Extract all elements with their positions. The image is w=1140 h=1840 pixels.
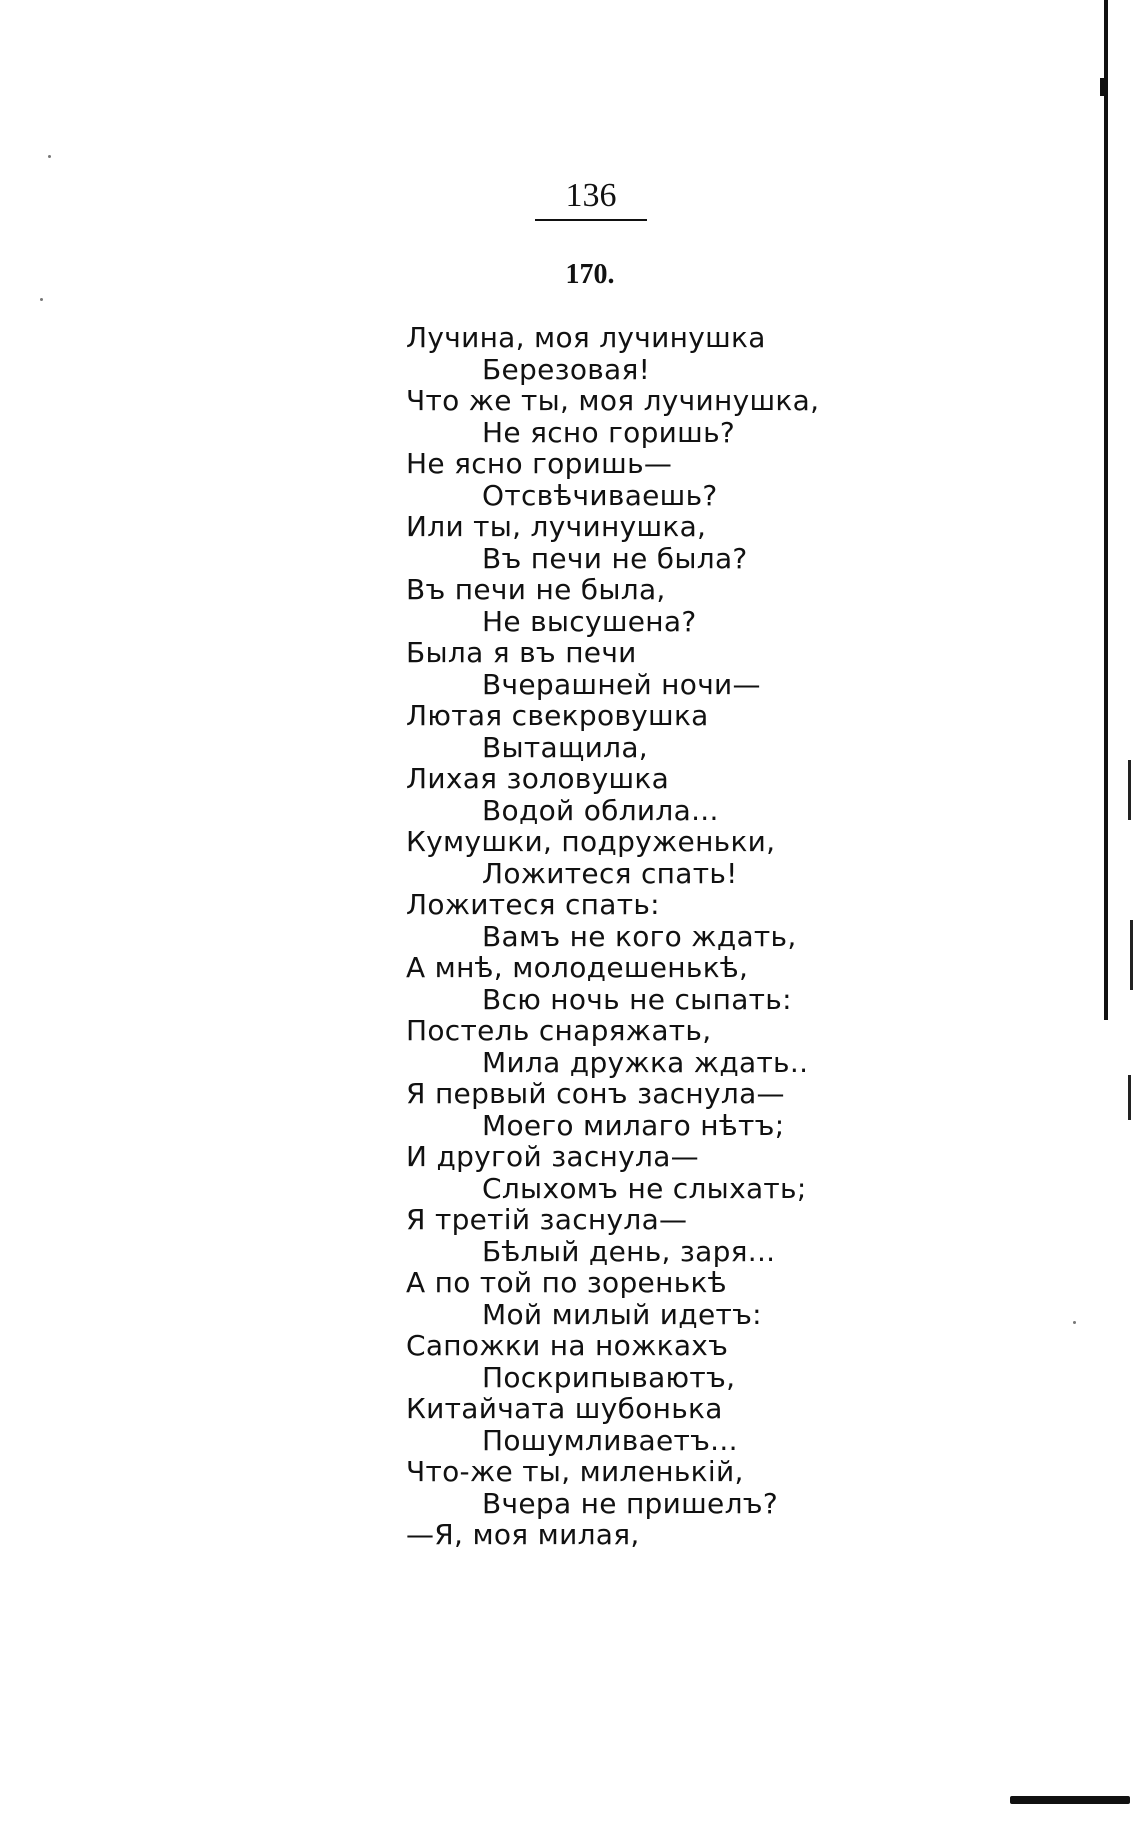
poem-line: Мой милый идетъ: (482, 1297, 762, 1331)
poem-text (406, 322, 1106, 1551)
poem-line: Не высушена? (482, 604, 697, 638)
poem-line: Вчера не пришелъ? (482, 1486, 779, 1520)
poem-line: —Я, моя милая, (406, 1518, 640, 1551)
poem-line: Ложитеся спать! (482, 856, 738, 890)
poem-line: Лихая золовушка (406, 762, 670, 795)
poem-line: Постель снаряжать, (406, 1014, 712, 1047)
poem-line: Ложитеся спать: (406, 888, 660, 921)
poem-line: Въ печи не была, (406, 573, 666, 606)
poem-line: Въ печи не была? (482, 541, 748, 575)
poem-line: Вамъ не кого ждать, (482, 919, 797, 953)
poem-line: Китайчата шубонька (406, 1392, 723, 1425)
poem-line: Водой облила... (482, 793, 719, 827)
poem-line: Что же ты, моя лучинушка, (406, 384, 820, 417)
page-number: 136 (565, 177, 617, 214)
scan-margin-tick (1130, 920, 1133, 990)
scan-speck (40, 298, 43, 301)
scan-margin-tick (1128, 1075, 1131, 1120)
poem-line: Не ясно горишь— (406, 447, 673, 480)
poem-line: Была я въ печи (406, 636, 637, 669)
poem-line: Я первый сонъ заснула— (406, 1077, 785, 1110)
poem-line: Или ты, лучинушка, (406, 510, 707, 543)
poem-line: Что-же ты, миленькій, (406, 1455, 744, 1488)
poem-line: Поскрипываютъ, (482, 1360, 736, 1394)
poem-line: Лютая свекровушка (406, 699, 709, 732)
poem-line: Вчерашней ночи— (482, 667, 761, 701)
poem-line: Лучина, моя лучинушка (406, 321, 766, 354)
poem-line: А мнѣ, молодешенькѣ, (406, 951, 749, 984)
poem-line: Отсвѣчиваешь? (482, 478, 718, 512)
poem-number: 170. (565, 259, 615, 290)
poem-line: Я третій заснула— (406, 1203, 688, 1236)
poem-line: Мила дружка ждать.. (482, 1045, 809, 1079)
poem-line: Пошумливаетъ... (482, 1423, 738, 1457)
scan-bottom-mark (1010, 1796, 1130, 1804)
poem-line: Всю ночь не сыпать: (482, 982, 792, 1016)
poem-line: Сапожки на ножкахъ (406, 1329, 729, 1362)
poem-line: Не ясно горишь? (482, 415, 736, 449)
poem-line: А по той по зоренькѣ (406, 1266, 727, 1299)
poem-line: Моего милаго нѣтъ; (482, 1108, 785, 1142)
page-number-rule (535, 219, 647, 221)
scan-margin-tick (1128, 760, 1131, 820)
poem-line: Бѣлый день, заря... (482, 1234, 776, 1268)
poem-line: Кумушки, подруженьки, (406, 825, 776, 858)
poem-line: Вытащила, (482, 730, 649, 764)
poem-line: Слыхомъ не слыхать; (482, 1171, 807, 1205)
scan-margin-mark (1100, 78, 1108, 96)
poem-line: И другой заснула— (406, 1140, 699, 1173)
scan-speck (48, 155, 51, 158)
poem-line: Березовая! (482, 352, 651, 386)
